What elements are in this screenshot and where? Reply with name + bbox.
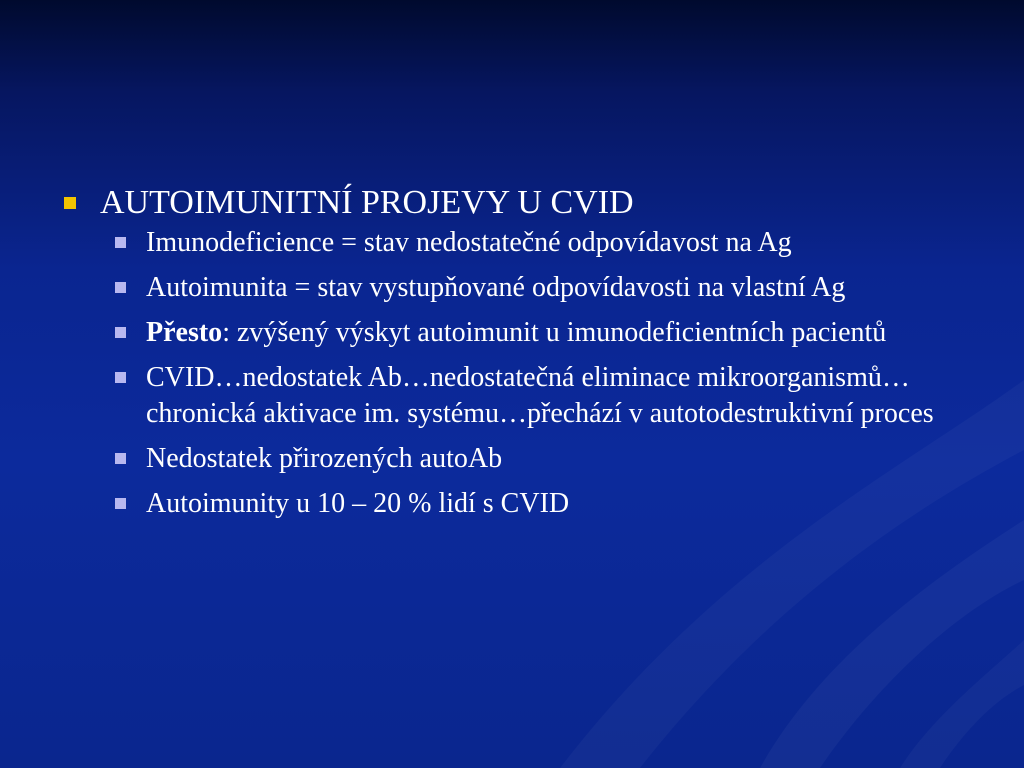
list-item-text: CVID…nedostatek Ab…nedostatečná eliminace mikroorganismů…chronická aktivace im. systému…přechází v autotodestruktivní proces (146, 362, 934, 429)
square-bullet-icon (115, 282, 126, 293)
list-item (110, 360, 966, 432)
slide-content (62, 183, 962, 531)
list-item-text: Imunodeficience = stav nedostatečné odpovídavost na Ag (146, 227, 792, 258)
square-bullet-icon (64, 197, 76, 209)
square-bullet-icon (115, 453, 126, 464)
list-item (110, 441, 966, 477)
slide-heading-text: AUTOIMUNITNÍ PROJEVY U CVID (100, 184, 634, 221)
list-item-text: : zvýšený výskyt autoimunit u imunodeficientních pacientů (222, 317, 887, 348)
slide-heading (62, 183, 962, 223)
list-item-bold-text: Přesto (146, 317, 223, 348)
list-item (110, 315, 966, 351)
list-item (110, 486, 966, 522)
square-bullet-icon (115, 372, 126, 383)
list-item (110, 225, 966, 261)
list-item (110, 270, 966, 306)
square-bullet-icon (115, 327, 126, 338)
square-bullet-icon (115, 498, 126, 509)
list-item-text: Autoimunity u 10 – 20 % lidí s CVID (146, 488, 570, 519)
list-item-text: Nedostatek přirozených autoAb (146, 443, 503, 474)
list-item-text: Autoimunita = stav vystupňované odpovídavosti na vlastní Ag (146, 272, 846, 303)
square-bullet-icon (115, 237, 126, 248)
bullet-list (62, 225, 962, 522)
